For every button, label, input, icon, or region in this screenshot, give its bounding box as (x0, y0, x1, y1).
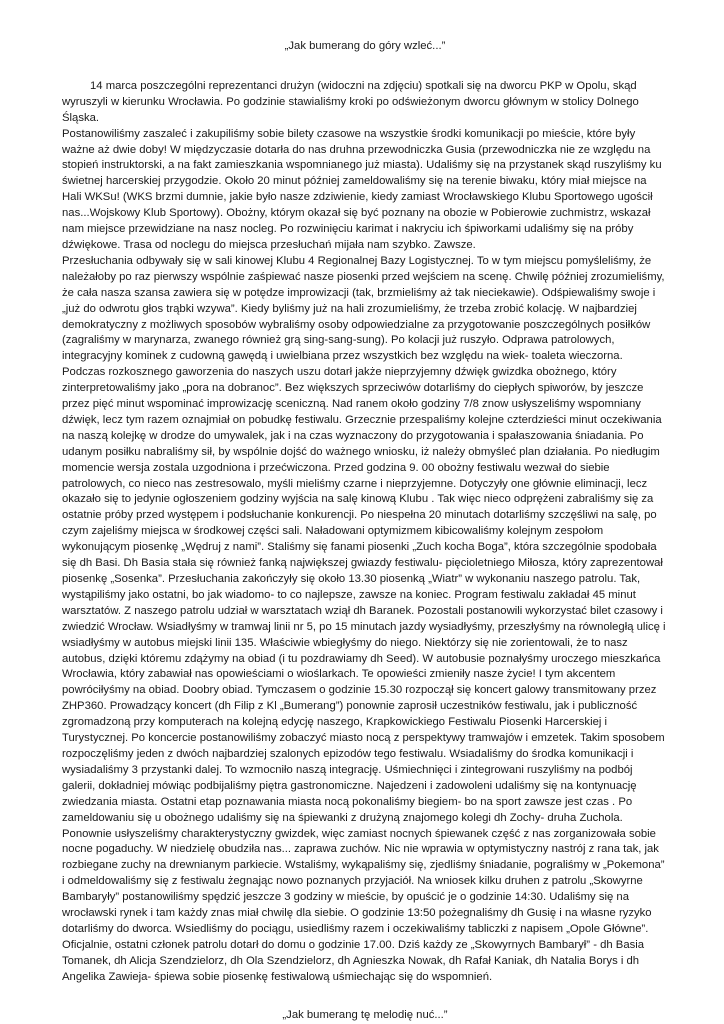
paragraph-festival: Przesłuchania odbywały się w sali kinowej Klubu 4 Regionalnej Bazy Logistycznej. To w tym miejscu pomyśleliśmy, że należałoby po raz pierwszy wspólnie zaśpiewać nasze piosenki przed wejściem na scenę. Chwilę później zrozumieliśmy, że cała nasza szansa zawiera się w potędze improwizacji (tak, brzmieliśmy aż tak nieciekawie). Odśpiewaliśmy swoje i „już do odwrotu głos trąbki wzywa”. Kiedy byliśmy już na hali zrozumieliśmy, że trzeba zrobić kolację. W najbardziej demokratyczny z możliwych sposobów wybraliśmy osoby odpowiedzialne za przygotowanie poszczególnych posiłków (zagraliśmy w marynarza, zwanego również grą sing-sang-sung). Po kolacji już ruszyło. Odprawa patrolowych, integracyjny kominek z cudowną gawędą i uwielbiana przez wszystkich bez względu na wiek- toaleta wieczorna. Podczas rozkosznego gaworzenia do naszych uszu dotarł jakże nieprzyjemny dźwięk gwizdka obożnego, który zinterpretowaliśmy jako „pora na dobranoc”. Bez większych sprzeciwów dotarliśmy do ciepłych spiworów, by jeszcze przez pięć minut wspominać improwizację sceniczną. Nad ranem około godziny 7/8 znow usłyszeliśmy wspomniany dźwięk, lecz tym razem oznajmiał on pobudkę festiwalu. Grzecznie przespaliśmy kolejne czterdzieści minut oczekiwania na naszą kolejkę w drodze do umywalek, jak i na czas wyznaczony do przygotowania i spałaszowania śniadania. Po udanym posiłku nabraliśmy sił, by wspólnie dojść do ważnego wniosku, iż należy obmyśleć plan działania. Po niedługim momencie wersja zostala uzgodniona i przećwiczona. Przed godzina 9. 00 obożny festiwalu wezwał do siebie patrolowych, co nieco nas zestresowalo, myśli mieliśmy czarne i nieprzyjemne. Dotyczyły one głównie eliminacji, lecz okazało się to jedynie ogłoszeniem godziny wyjścia na salę kinową Klubu . Tak więc nieco odprężeni zabraliśmy się za ostatnie próby przed występem i podsłuchanie konkurencji. Po niespełna 20 minutach dotarliśmy szczęśliwi na salę, po czym zajeliśmy miejsca w środkowej części sali. Naładowani optymizmem kibicowaliśmy kolejnym zespołom wykonującym piosenkę „Wędruj z nami”. Staliśmy się fanami piosenki „Zuch kocha Boga”, która szczególnie spodobała się dh Basi. Dh Basia stała się również fanką największej gwiazdy festiwalu- pięcioletniego Miłosza, który zaprezentował piosenkę „Sosenka”. Przesłuchania zakończyły się około 13.30 piosenką „Wiatr” w wykonaniu naszego patrolu. Tak, wystąpiliśmy jako ostatni, bo jak wiadomo- to co najlepsze, zawsze na koniec. Program festiwalu zakładał 45 minut warsztatów. Z naszego patrolu udział w warsztatach wziął dh Baranek. Pozostali postanowili wykorzystać bilet czasowy i zwiedzić Wrocław. Wsiadłyśmy w tramwaj linii nr 5, po 15 minutach jazdy wysiadłyśmy, przeszłyśmy na równoległą ulicę i wsiadłyśmy w autobus miejski linii 135. Właściwie wbiegłyśmy do niego. Niektórzy się nie zorientowali, że to nasz autobus, dzięki któremu zdążymy na obiad (i tu pozdrawiamy dh Seed). W autobusie poznałyśmy uroczego mieszkańca Wrocławia, który zabawiał nas opowieściami o wioślarkach. Te opowieści zmieniły nasze życie! I tym akcentem powróciłyśmy na obiad. Doobry obiad. Tymczasem o godzinie 15.30 rozpoczął się koncert galowy transmitowany przez ZHP360. Prowadzący koncert (dh Filip z Kl „Bumerang”) ponownie zaprosił uczestników festiwalu, jak i publiczność zgromadzoną przy komputerach na kolejną edycję naszego, Krapkowickiego Festiwalu Piosenki Harcerskiej i Turystycznej. Po koncercie postanowiliśmy zobaczyć miasto nocą z perspektywy tramwajów i emzetek. Takim sposobem rozpoczęliśmy jeden z dwóch najbardziej szalonych epizodów tego festiwalu. Wsiadaliśmy do środka komunikacji i wysiadaliśmy 3 przystanki dalej. To wzmocniło naszą integrację. Uśmiechnięci i zintegrowani ruszyliśmy na podbój galerii, dokładniej mówiąc podbijaliśmy piętra gastronomiczne. Najedzeni i zadowoleni udaliśmy się na kontynuację zwiedzania miasta. Ostatni etap poznawania miasta nocą pokonaliśmy biegiem- bo na sport zawsze jest czas . Po zameldowaniu się u obożnego udaliśmy się na śpiewanki z drużyną znajomego kolegi dh Zochy- druha Zuchola. Ponownie usłyszeliśmy charakterystyczny gwizdek, więc zamiast nocnych śpiewanek część z nas zorganizowała sobie nocne pogaduchy. W niedzielę obudziła nas... zaprawa zuchów. Nic nie wprawia w optymistyczny nastrój z rana tak, jak rozbiegane zuchy na drewnianym parkiecie. Wstaliśmy, wykąpaliśmy się, zjedliśmy śniadanie, pograliśmy w „Pokemona” i odmeldowaliśmy się z festiwalu żegnając nowo poznanych przyjaciół. Na wniosek kilku druhen z patrolu „Skowyrne Bambaryły” postanowiliśmy spędzić jeszcze 3 godziny w mieście, by opuścić je o godzinie 14:30. Udaliśmy się na wrocławski rynek i tam każdy znas miał chwilę dla siebie. O godzinie 13:50 pożegnaliśmy dh Gusię i na własne ryzyko dotarliśmy do dworca. Wsiedliśmy do pociągu, usiedliśmy razem i oczekiwaliśmy tabliczki z napisem „Opole Główne”. Oficjalnie, ostatni członek patrolu dotarł do domu o godzinie 17.00. Dziś każdy ze „Skowyrnych Bambarył” - dh Basia Tomanek, dh Alicja Szendzielorz, dh Ola Szendzielorz, dh Agnieszka Nowak, dh Rafał Kaniak, dh Natalia Borys i dh Angelika Zawieja- śpiewa sobie piosenkę festiwalową uśmiechając się do wspomnień. (62, 254, 666, 983)
document-page (62, 39, 668, 1023)
paragraph-arrival: Postanowiliśmy zaszaleć i zakupiliśmy sobie bilety czasowe na wszystkie środki komunikacji po mieście, które były ważne aż dwie doby! W międzyczasie dotarła do nas druhna przewodniczka Gusia (przewodniczka nie ze względu na stopień instruktorski, a na fakt zamieszkania wspomnianego już miasta). Udaliśmy się na przystanek skąd ruszyliśmy ku świetnej harcerskiej przygodzie. Około 20 minut później zameldowaliśmy się na terenie biwaku, który miał miejsce na Hali WKSu! (WKS brzmi dumnie, jakie było nasze zdziwienie, kiedy zamiast Wrocławskiego Klubu Sportowego ugościł nas...Wojskowy Klub Sportowy). Obożny, którym okazał się być poznany na obozie w Pobierowie zuchmistrz, wskazał nam miejsce przewidziane na nasz nocleg. Po rozwinięciu karimat i nakryciu ich śpiworkami udaliśmy się na próby dźwiękowe. Trasa od noclegu do miejsca przesłuchań mijała nam szybko. Zawsze. (62, 127, 662, 251)
closing-line: „Jak bumerang tę melodię nuć...” (282, 1008, 448, 1021)
document-title: „Jak bumerang do góry wzleć...” (284, 40, 446, 52)
paragraph-intro: 14 marca poszczególni reprezentanci drużyn (widoczni na zdjęciu) spotkali się na dworcu PKP w Opolu, skąd wyruszyli w kierunku Wrocławia. Po godzinie stawialiśmy kroki po odświeżonym dworcu głównym w stolicy Dolnego Śląska. (62, 79, 639, 124)
